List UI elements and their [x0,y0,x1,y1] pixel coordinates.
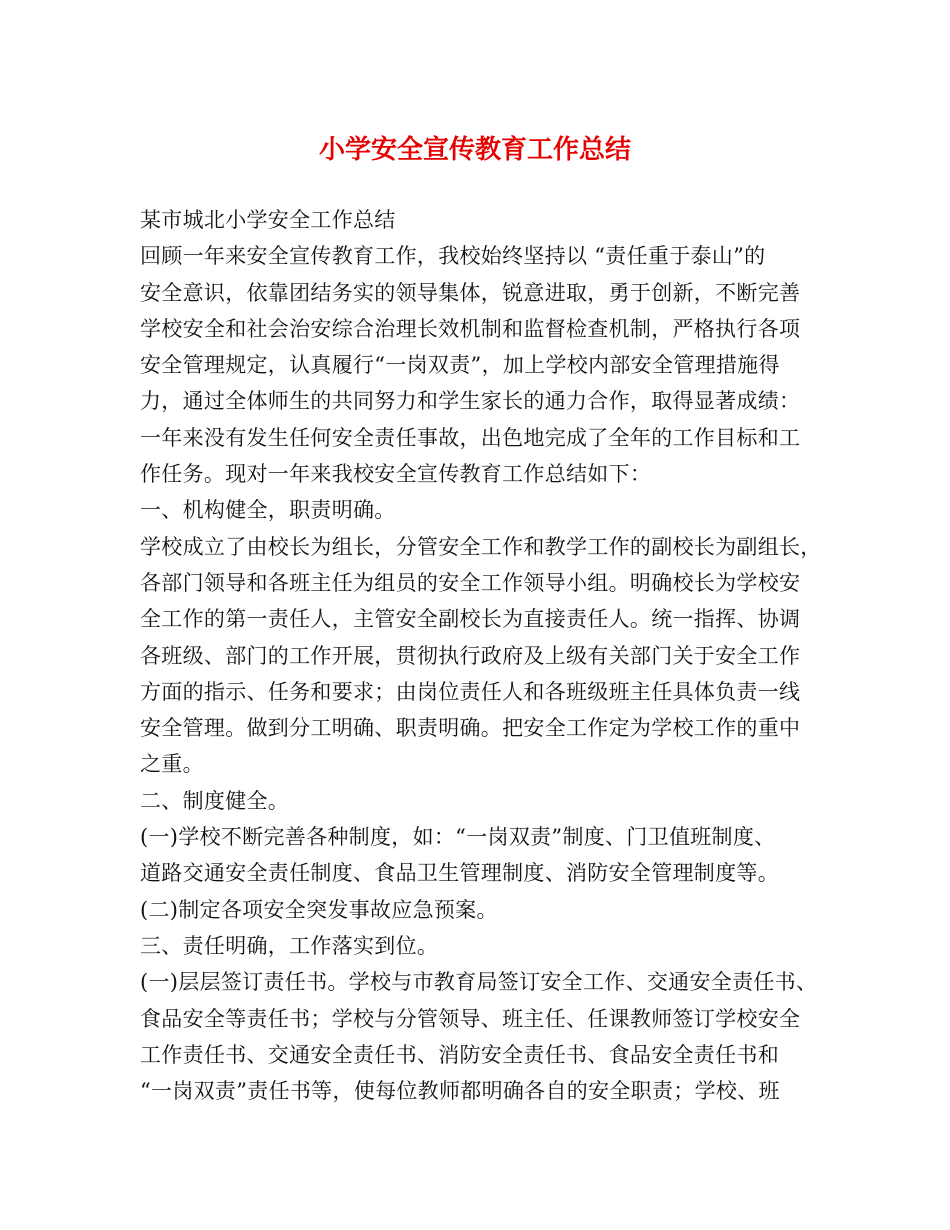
body-line: 二、制度健全。 [140,788,290,813]
body-line: (一)层层签订责任书。学校与市教育局签订安全工作、交通安全责任书、 [140,970,818,995]
body-line: 道路交通安全责任制度、食品卫生管理制度、消防安全管理制度等。 [140,861,779,886]
body-line: 学校安全和社会治安综合治理长效机制和监督检查机制，严格执行各项 [140,316,801,341]
document-title: 小学安全宣传教育工作总结 [318,135,631,165]
body-line: 作任务。现对一年来我校安全宣传教育工作总结如下： [140,462,652,487]
body-line: 学校成立了由校长为组长，分管安全工作和教学工作的副校长为副组长， [140,534,822,559]
body-line: 某市城北小学安全工作总结 [140,208,396,232]
body-line: 安全意识，依靠团结务实的领导集体，锐意进取，勇于创新，不断完善 [140,280,801,305]
body-line: 方面的指示、任务和要求；由岗位责任人和各班级班主任具体负责一线 [140,679,801,704]
body-line: (二)制定各项安全突发事故应急预案。 [140,897,498,922]
body-line: 一年来没有发生任何安全责任事故，出色地完成了全年的工作目标和工 [140,425,801,450]
body-line: 各班级、部门的工作开展，贯彻执行政府及上级有关部门关于安全工作 [140,643,801,668]
body-line: 全工作的第一责任人，主管安全副校长为直接责任人。统一指挥、协调 [140,607,801,632]
body-line: 三、责任明确，工作落实到位。 [140,933,439,958]
body-line: 食品安全等责任书；学校与分管领导、班主任、任课教师签订学校安全 [140,1006,801,1031]
body-line: 安全管理规定，认真履行“一岗双责”，加上学校内部安全管理措施得 [140,353,780,378]
document-body [140,202,830,1109]
body-line: (一)学校不断完善各种制度，如：“一岗双责”制度、门卫值班制度、 [140,825,776,850]
body-line: 工作责任书、交通安全责任书、消防安全责任书、食品安全责任书和 [140,1042,779,1067]
body-line: 回顾一年来安全宣传教育工作，我校始终坚持以 “责任重于泰山”的 [140,244,766,269]
body-line: 之重。 [140,752,204,777]
body-line: 一、机构健全，职责明确。 [140,498,396,523]
body-line: 各部门领导和各班主任为组员的安全工作领导小组。明确校长为学校安 [140,570,801,595]
body-line: 安全管理。做到分工明确、职责明确。把安全工作定为学校工作的重中 [140,716,801,741]
body-line: “一岗双责”责任书等，使每位教师都明确各自的安全职责；学校、班 [140,1079,780,1104]
body-line: 力，通过全体师生的共同努力和学生家长的通力合作，取得显著成绩： [140,389,801,414]
